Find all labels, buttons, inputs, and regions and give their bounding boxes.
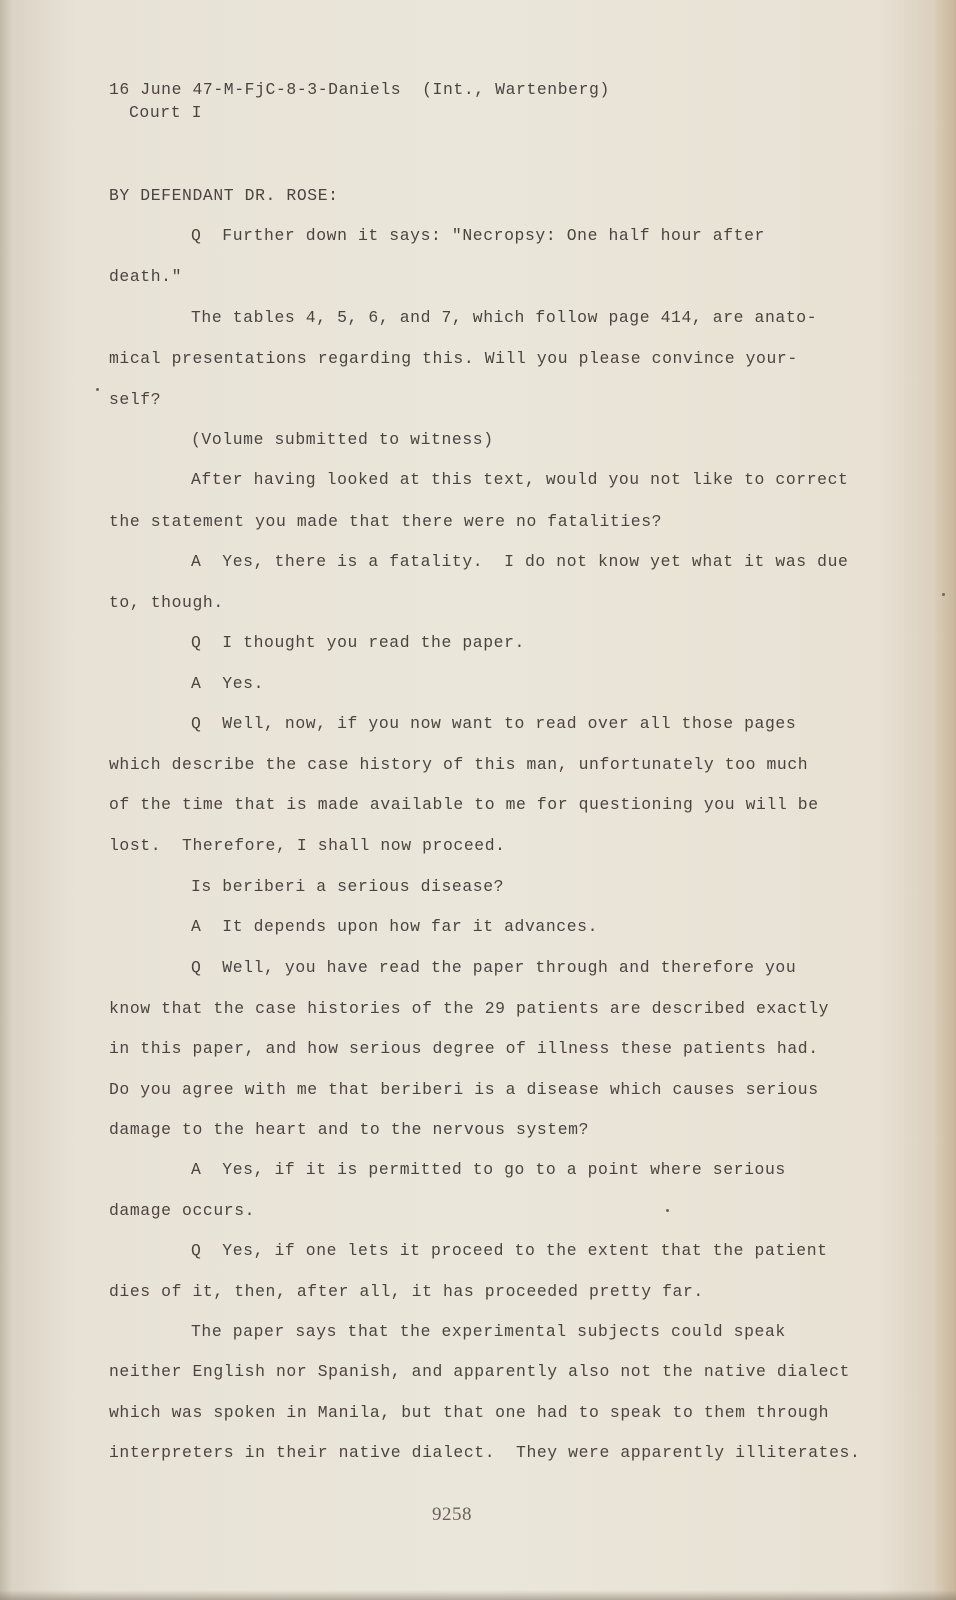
transcript-line: A It depends upon how far it advances. bbox=[191, 917, 599, 936]
transcript-line: Do you agree with me that beriberi is a disease which causes serious bbox=[109, 1080, 819, 1099]
transcript-line: Q Well, you have read the paper through and therefore you bbox=[191, 958, 797, 977]
page-bottom-shadow bbox=[0, 1590, 956, 1600]
transcript-line: self? bbox=[109, 390, 162, 409]
transcript-line: (Volume submitted to witness) bbox=[191, 430, 494, 449]
transcript-line: death." bbox=[109, 267, 183, 286]
transcript-line: to, though. bbox=[109, 593, 224, 612]
paper-speck bbox=[96, 388, 99, 391]
transcript-line: neither English nor Spanish, and apparently also not the native dialect bbox=[109, 1362, 850, 1381]
transcript-line: which describe the case history of this man, unfortunately too much bbox=[109, 755, 809, 774]
transcript-line: lost. Therefore, I shall now proceed. bbox=[109, 836, 506, 855]
transcript-line: Q Yes, if one lets it proceed to the extent that the patient bbox=[191, 1241, 828, 1260]
transcript-line: Is beriberi a serious disease? bbox=[191, 877, 505, 896]
transcript-line: After having looked at this text, would you not like to correct bbox=[191, 470, 849, 489]
transcript-line: A Yes, if it is permitted to go to a point where serious bbox=[191, 1160, 786, 1179]
page-right-tint bbox=[934, 0, 956, 1600]
transcript-line: The paper says that the experimental subjects could speak bbox=[191, 1322, 786, 1341]
transcript-line: A Yes, there is a fatality. I do not know yet what it was due bbox=[191, 552, 849, 571]
page-left-shadow bbox=[0, 0, 12, 1600]
header-line-2: Court I bbox=[129, 103, 203, 122]
transcript-line: know that the case histories of the 29 patients are described exactly bbox=[109, 999, 830, 1018]
transcript-line: interpreters in their native dialect. They were apparently illiterates. bbox=[109, 1443, 861, 1462]
transcript-line: Q Well, now, if you now want to read over all those pages bbox=[191, 714, 797, 733]
transcript-line: Q Further down it says: "Necropsy: One half hour after bbox=[191, 226, 765, 245]
transcript-line: damage occurs. bbox=[109, 1201, 256, 1220]
transcript-line: of the time that is made available to me for questioning you will be bbox=[109, 795, 819, 814]
transcript-line: dies of it, then, after all, it has proceeded pretty far. bbox=[109, 1282, 704, 1301]
transcript-line: in this paper, and how serious degree of illness these patients had. bbox=[109, 1039, 819, 1058]
transcript-line: The tables 4, 5, 6, and 7, which follow page 414, are anato- bbox=[191, 308, 818, 327]
transcript-line: Q I thought you read the paper. bbox=[191, 633, 525, 652]
header-line-1: 16 June 47-M-FjC-8-3-Daniels (Int., Wartenberg) bbox=[109, 80, 610, 99]
paper-speck bbox=[942, 593, 945, 596]
transcript-line: which was spoken in Manila, but that one had to speak to them through bbox=[109, 1403, 830, 1422]
transcript-line: damage to the heart and to the nervous system? bbox=[109, 1120, 590, 1139]
page-number: 9258 bbox=[432, 1504, 472, 1525]
speaker-heading: BY DEFENDANT DR. ROSE: bbox=[109, 186, 339, 205]
transcript-line: mical presentations regarding this. Will you please convince your- bbox=[109, 349, 798, 368]
paper-speck bbox=[666, 1209, 669, 1212]
transcript-line: the statement you made that there were no fatalities? bbox=[109, 512, 663, 531]
transcript-line: A Yes. bbox=[191, 674, 265, 693]
